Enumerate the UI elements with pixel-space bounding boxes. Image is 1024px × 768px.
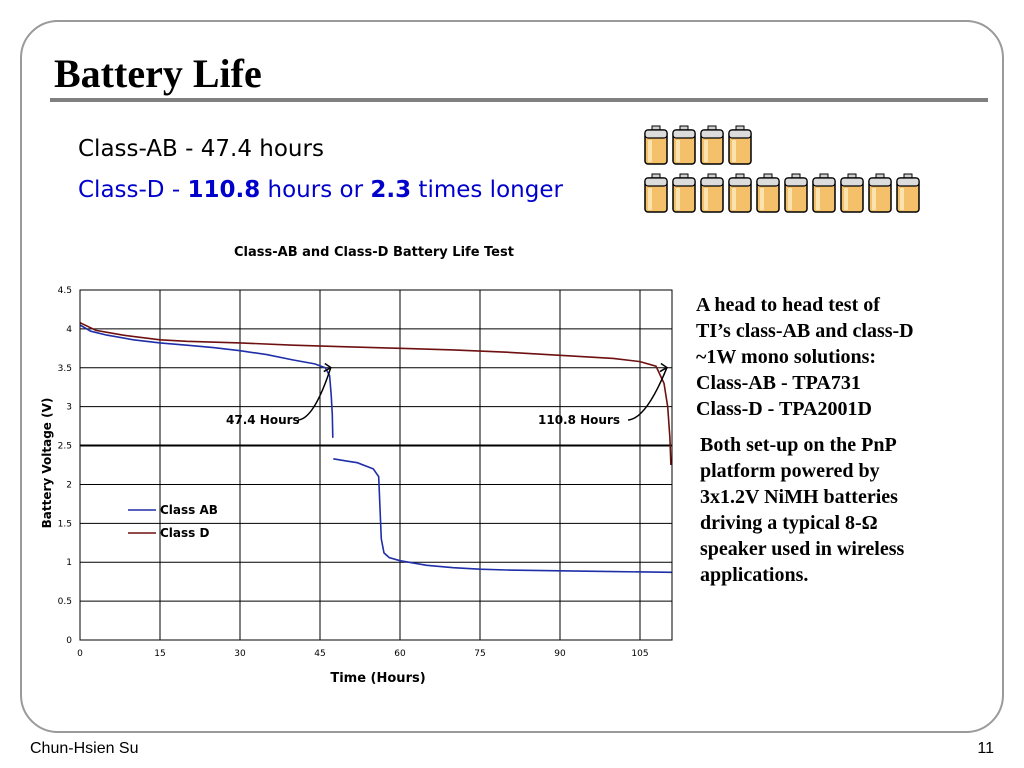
battery-icon	[785, 174, 807, 212]
y-tick-label: 0	[66, 636, 72, 646]
chart-svg	[36, 236, 692, 690]
description-p2-line: driving a typical 8-Ω	[700, 512, 878, 534]
description-paragraph-2	[696, 432, 996, 588]
battery-icon	[841, 174, 863, 212]
battery-icon	[701, 174, 723, 212]
y-tick-label: 3.5	[57, 363, 72, 374]
y-tick-label: 4	[66, 324, 72, 335]
class-d-summary	[78, 177, 563, 203]
y-tick-label: 0.5	[57, 597, 72, 608]
y-tick-label: 2.5	[57, 441, 72, 452]
x-tick-label: 30	[234, 649, 246, 659]
description-p1-line: ~1W mono solutions:	[696, 346, 877, 368]
y-tick-label: 2	[66, 480, 72, 491]
x-tick-label: 0	[77, 649, 83, 659]
x-tick-label: 105	[631, 649, 649, 659]
battery-icon	[673, 126, 695, 164]
footer-page-number: 11	[977, 740, 994, 757]
x-tick-label: 45	[314, 649, 326, 659]
description-p1-line: TI’s class-AB and class-D	[696, 320, 914, 342]
slide-title: Battery Life	[54, 51, 262, 96]
description-p1-line: A head to head test of	[696, 294, 880, 316]
class-d-battery-icons	[642, 172, 932, 214]
description-p2-line: speaker used in wireless	[700, 538, 905, 560]
class-d-times: 2.3	[370, 177, 412, 203]
battery-icon	[813, 174, 835, 212]
class-ab-hours: 47.4	[200, 136, 252, 162]
description-p1-line: Class-AB - TPA731	[696, 372, 861, 394]
description-paragraph-1	[696, 292, 996, 422]
x-tick-label: 90	[554, 649, 566, 659]
class-ab-battery-icons	[642, 124, 762, 166]
footer-author: Chun-Hsien Su	[30, 740, 139, 757]
description-p2-line: platform powered by	[700, 460, 880, 482]
legend-label-class-ab: Class AB	[160, 503, 218, 517]
x-tick-label: 60	[394, 649, 406, 659]
class-d-suffix: times longer	[411, 177, 563, 203]
description-p2-line: applications.	[700, 564, 809, 586]
class-d-mid: hours or	[260, 177, 371, 203]
x-tick-label: 75	[474, 649, 486, 659]
description-p1-line: Class-D - TPA2001D	[696, 398, 872, 420]
title-divider	[50, 98, 988, 102]
description-p2-line: Both set-up on the PnP	[700, 434, 897, 456]
battery-icon	[673, 174, 695, 212]
class-d-prefix: Class-D -	[78, 177, 188, 203]
battery-icon	[729, 126, 751, 164]
y-tick-label: 4.5	[57, 286, 72, 296]
annotation-47-hours: 47.4 Hours	[226, 413, 300, 427]
y-tick-label: 1.5	[57, 519, 72, 530]
class-d-hours: 110.8	[187, 177, 261, 203]
class-ab-summary	[78, 136, 324, 162]
battery-icon	[897, 174, 919, 212]
battery-icon	[645, 126, 667, 164]
y-tick-label: 1	[66, 558, 72, 569]
x-tick-label: 15	[154, 649, 166, 659]
annotation-110-hours: 110.8 Hours	[538, 413, 621, 427]
battery-icon	[757, 174, 779, 212]
class-ab-prefix: Class-AB -	[78, 136, 201, 162]
battery-icon	[729, 174, 751, 212]
x-axis-label: Time (Hours)	[330, 671, 426, 686]
battery-icon	[869, 174, 891, 212]
description-text	[696, 292, 996, 588]
battery-icon	[701, 126, 723, 164]
legend-label-class-d: Class D	[160, 526, 210, 540]
battery-icon	[645, 174, 667, 212]
y-axis-label: Battery Voltage (V)	[40, 397, 54, 529]
class-ab-suffix: hours	[251, 136, 324, 162]
y-tick-label: 3	[66, 402, 72, 413]
chart-title: Class-AB and Class-D Battery Life Test	[234, 245, 514, 260]
battery-life-chart	[36, 236, 692, 690]
description-p2-line: 3x1.2V NiMH batteries	[700, 486, 898, 508]
